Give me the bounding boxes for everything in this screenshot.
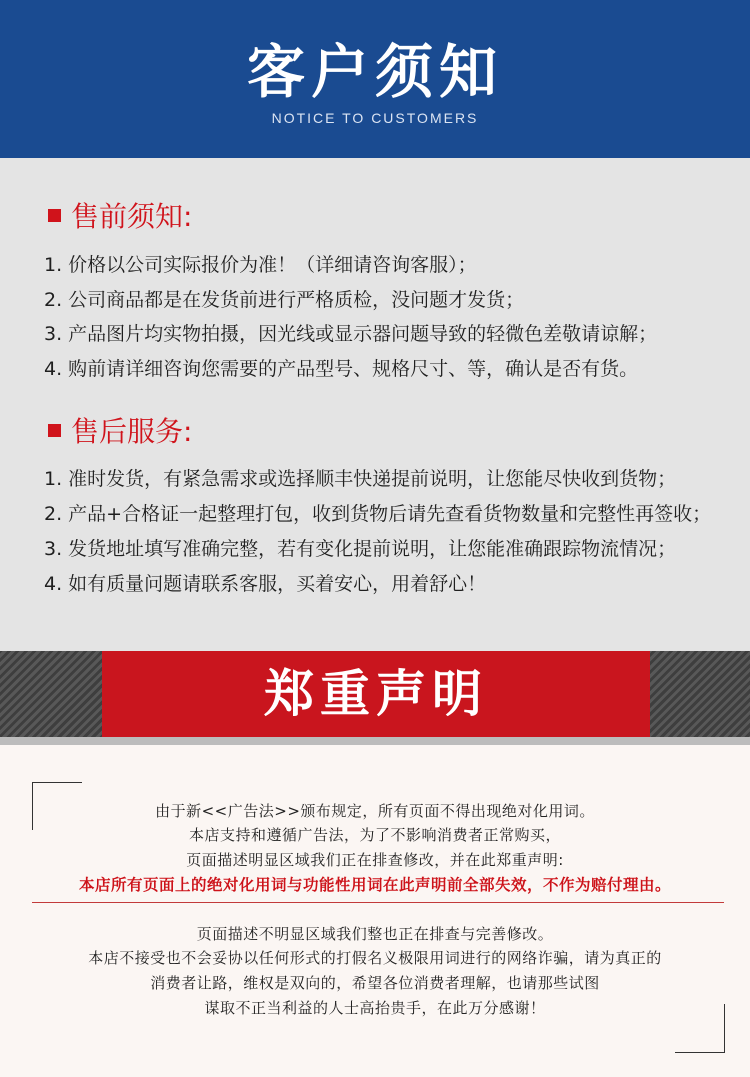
declaration-line: 页面描述明显区域我们正在排查修改，并在此郑重声明:	[186, 851, 564, 869]
page-title: 客户须知	[246, 38, 503, 106]
square-bullet-icon	[48, 424, 61, 437]
after-sale-item: 2. 产品+合格证一起整理打包，收到货物后请先查看货物数量和完整性再签收；	[44, 503, 712, 525]
corner-bracket-bottom-right	[724, 1004, 725, 1053]
declaration-line: 谋取不正当利益的人士高抬贵手，在此万分感谢！	[204, 999, 546, 1017]
banner-divider	[0, 737, 750, 745]
corner-bracket-bottom-right	[675, 1052, 725, 1053]
declaration-line: 消费者让路，维权是双向的，希望各位消费者理解，也请那些试图	[150, 974, 600, 992]
declaration-line: 本店支持和遵循广告法，为了不影响消费者正常购买，	[188, 826, 561, 844]
pre-sale-heading-label: 售前须知:	[71, 200, 193, 233]
declaration-rule	[32, 902, 724, 903]
after-sale-item: 1. 准时发货，有紧急需求或选择顺丰快递提前说明，让您能尽快收到货物；	[44, 468, 677, 490]
pre-sale-heading	[48, 199, 192, 235]
declaration-warning: 本店所有页面上的绝对化用词与功能性用词在此声明前全部失效，不作为赔付理由。	[78, 876, 671, 894]
after-sale-heading-label: 售后服务:	[71, 415, 193, 448]
declaration-title: 郑重声明	[102, 651, 650, 737]
page-subtitle: NOTICE TO CUSTOMERS	[271, 110, 479, 126]
pre-sale-item: 3. 产品图片均实物拍摄，因光线或显示器问题导致的轻微色差敬请谅解；	[44, 323, 658, 345]
after-sale-item: 3. 发货地址填写准确完整，若有变化提前说明，让您能准确跟踪物流情况；	[44, 538, 677, 560]
pre-sale-item: 2. 公司商品都是在发货前进行严格质检，没问题才发货；	[44, 289, 525, 311]
declaration-line: 页面描述不明显区域我们整也正在排查与完善修改。	[196, 925, 554, 943]
corner-bracket-top-left	[32, 782, 82, 783]
declaration-line: 由于新<<广告法>>颁布规定，所有页面不得出现绝对化用词。	[155, 802, 595, 820]
pre-sale-item: 4. 购前请详细咨询您需要的产品型号、规格尺寸、等，确认是否有货。	[44, 358, 639, 380]
pre-sale-item: 1. 价格以公司实际报价为准！（详细请咨询客服）；	[44, 254, 477, 276]
square-bullet-icon	[48, 209, 61, 222]
notice-header	[0, 0, 750, 158]
after-sale-item: 4. 如有质量问题请联系客服，买着安心，用着舒心！	[44, 573, 487, 595]
after-sale-heading	[48, 414, 192, 450]
declaration-line: 本店不接受也不会妥协以任何形式的打假名义极限用词进行的网络诈骗，请为真正的	[88, 949, 662, 967]
